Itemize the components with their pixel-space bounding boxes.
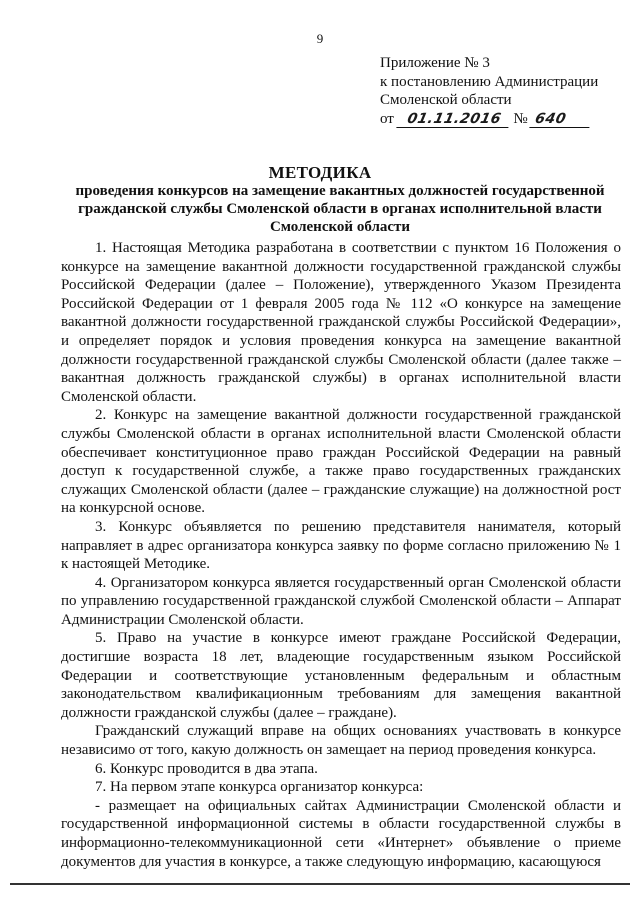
paragraph-3: 3. Конкурс объявляется по решению представителя нанимателя, который направляет в адрес организатора конкурса заявку по форме согласно приложению № 1 к настоящей Методике. (61, 518, 621, 573)
paragraph-7-item: - размещает на официальных сайтах Администрации Смоленской области и государственной информационной системы в области государственной службы в информационно-телекоммуникационной сети «Интернет» объявление о приеме документов для участия в конкурсе, а также следующую информацию, касающуюся (61, 797, 621, 870)
page-bottom-rule (10, 883, 630, 885)
paragraph-4: 4. Организатором конкурса является государственный орган Смоленской области по управлению государственной гражданской службой Смоленской области – Аппарат Администрации Смоленской области. (61, 574, 621, 628)
paragraph-5-note: Гражданский служащий вправе на общих основаниях участвовать в конкурсе независимо от того, какую должность он замещает на период проведения конкурса. (61, 723, 621, 759)
appendix-block (380, 54, 630, 128)
document-body (61, 239, 621, 871)
paragraph-2: 2. Конкурс на замещение вакантной должности государственной гражданской службы Смоленской области в органах исполнительной власти Смоленской области обеспечивает конституционное право граждан Российской Федерации на равный доступ к государственной службе, а также право государственных гражданских служащих Смоленской области (далее – гражданские служащие) на должностной рост на конкурсной основе. (61, 407, 621, 517)
paragraph-1: 1. Настоящая Методика разработана в соответствии с пунктом 16 Положения о конкурсе на замещение вакантной должности государственной гражданской службы Российской Федерации (далее – Положение), утвержденного Указом Президента Российской Федерации от 1 февраля 2005 года № 112 «О конкурсе на замещение вакантной должности государственной гражданской службы Российской Федерации», и определяет порядок и условия проведения конкурса на замещение вакантной должности государственной гражданской службы Смоленской области (далее также – вакантная должность гражданской службы) в органах исполнительной власти Смоленской области. (61, 240, 621, 405)
paragraph-6: 6. Конкурс проводится в два этапа. (95, 760, 318, 777)
handwritten-date: 01.11.2016 (396, 112, 511, 128)
number-label: № (513, 110, 528, 127)
appendix-reference: к постановлению Администрации (380, 73, 599, 90)
handwritten-number: 640 (530, 112, 593, 128)
appendix-region: Смоленской области (380, 92, 512, 108)
appendix-date-line (380, 110, 630, 129)
document-title: МЕТОДИКА (268, 163, 372, 182)
paragraph-5: 5. Право на участие в конкурсе имеют граждане Российской Федерации, достигшие возраста 18 лет, владеющие государственным языком Российской Федерации и соответствующие установленным федеральным и областным законодательством квалификационным требованиям для замещения вакантной должности гражданской службы (далее – граждане). (61, 630, 621, 721)
appendix-title: Приложение № 3 (380, 55, 490, 71)
page-number: 9 (316, 31, 324, 46)
from-label: от (380, 110, 394, 127)
document-subtitle: проведения конкурсов на замещение вакантных должностей государственной гражданской службы Смоленской области в органах исполнительной власти Смоленской области (75, 183, 605, 235)
paragraph-7: 7. На первом этапе конкурса организатор конкурса: (95, 779, 424, 796)
